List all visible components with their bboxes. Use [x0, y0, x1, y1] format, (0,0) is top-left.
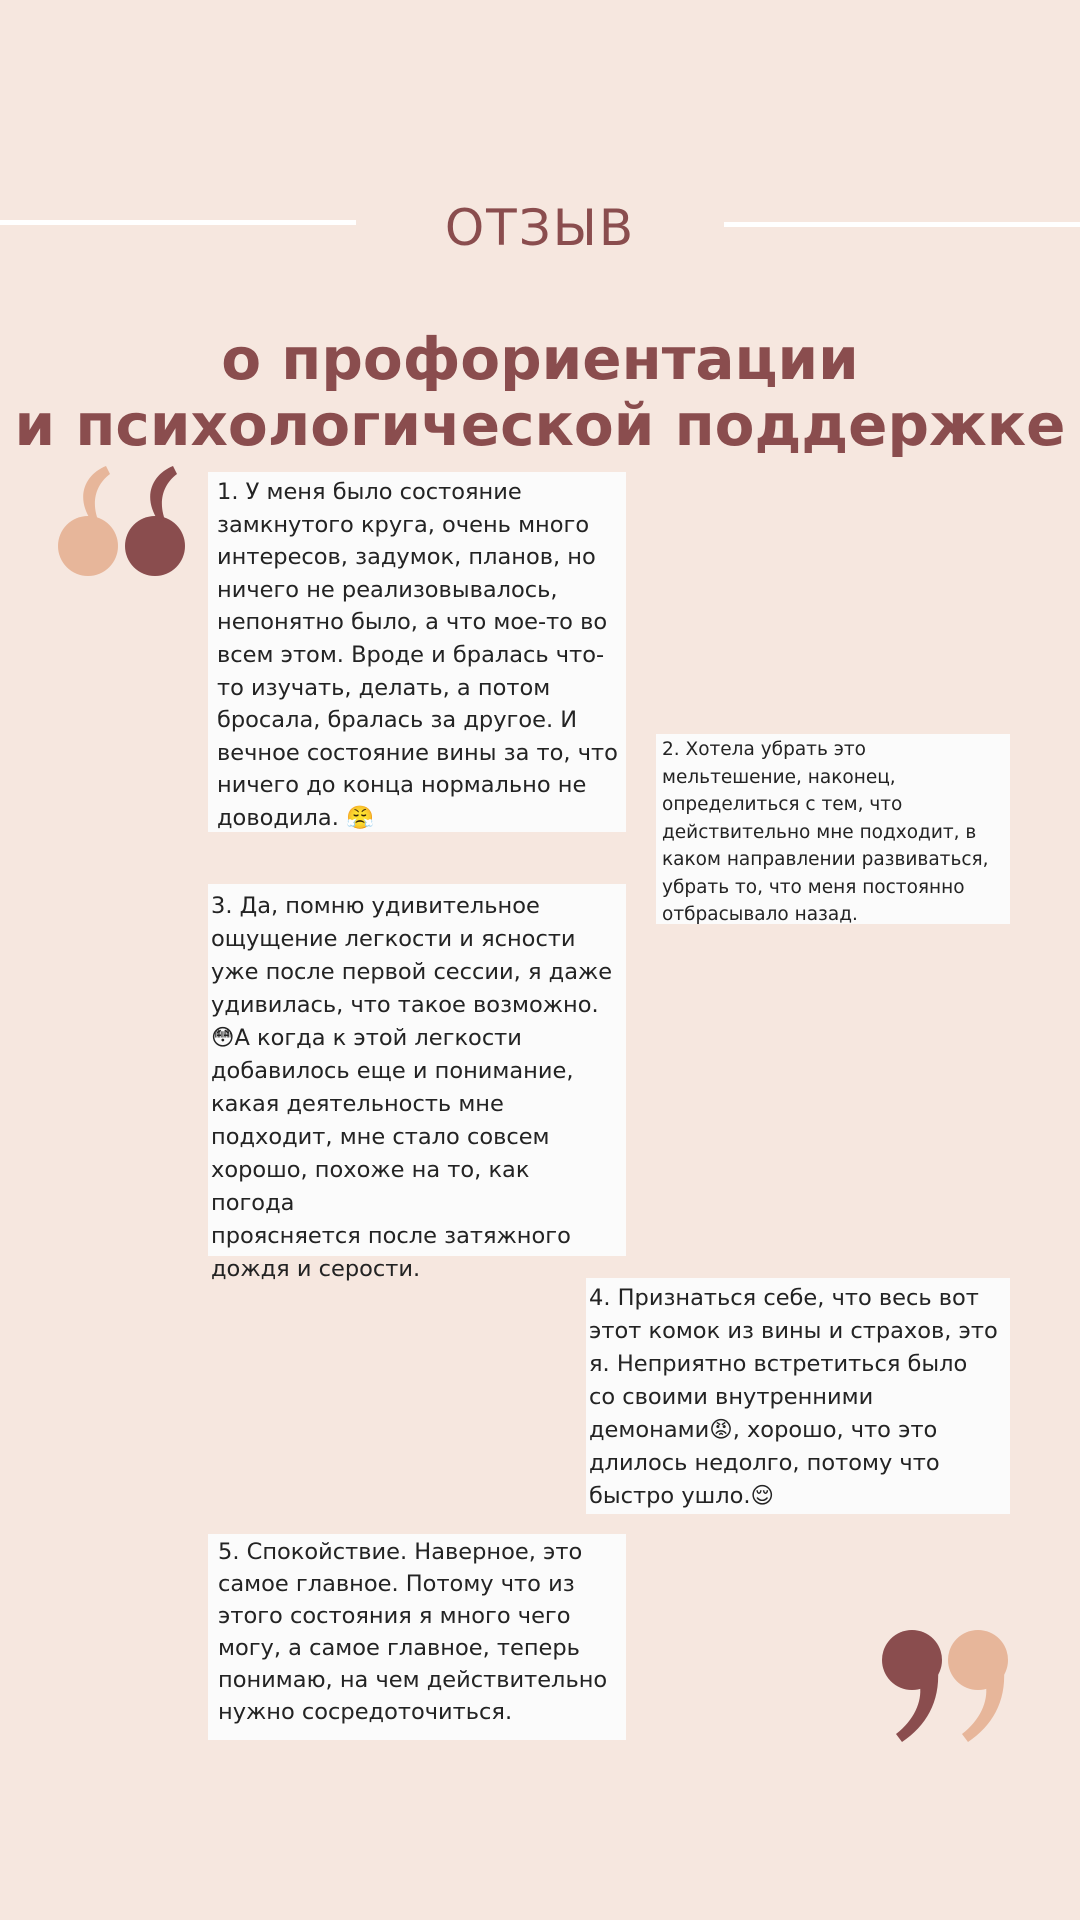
review-text-1: 1. У меня было состояние замкнутого круга, очень много интересов, задумок, планов, но ничего не реализовывалось, непонятно было, а что мое-то во всем этом. Вроде и бралась что- то изучать, делать, а потом бросала, бралась за другое. И вечное состояние вины за то, что ничего до конца нормально не доводила. 😤	[217, 479, 618, 831]
review-text-5: 5. Спокойствие. Наверное, это самое главное. Потому что из этого состояния я много чего могу, а самое главное, теперь понимаю, на чем действительно нужно сосредоточиться.	[218, 1539, 608, 1725]
page-kicker: ОТЗЫВ	[444, 199, 636, 257]
page-title-line-2: и психологической поддержке	[14, 391, 1066, 459]
page-title-line-1: о профориентации	[221, 325, 859, 393]
review-card-2	[656, 734, 1010, 924]
close-quote-icon	[882, 1630, 1012, 1742]
review-text-2: 2. Хотела убрать это мельтешение, наконец, определиться с тем, что действительно мне подходит, в каком направлении развиваться, убрать то, что меня постоянно отбрасывало назад.	[662, 739, 989, 925]
review-text-4: 4. Признаться себе, что весь вот этот комок из вины и страхов, это я. Неприятно встретиться было со своими внутренними демонами😡, хорошо, что это длилось недолго, потому что быстро ушло.😌	[589, 1285, 998, 1509]
review-card-3	[208, 884, 626, 1282]
open-quote-icon	[58, 466, 188, 578]
review-card-1	[208, 472, 626, 832]
review-card-5	[208, 1534, 626, 1740]
review-card-4	[586, 1278, 1010, 1514]
page-title	[0, 326, 1080, 458]
review-text-3: 3. Да, помню удивительное ощущение легкости и ясности уже после первой сессии, я даже удивилась, что такое возможно. 😳А когда к этой легкости добавилось еще и понимание, какая деятельность мне подходит, мне стало совсем хорошо, похоже на то, как погода проясняется после затяжного дождя и серости.	[211, 893, 613, 1282]
